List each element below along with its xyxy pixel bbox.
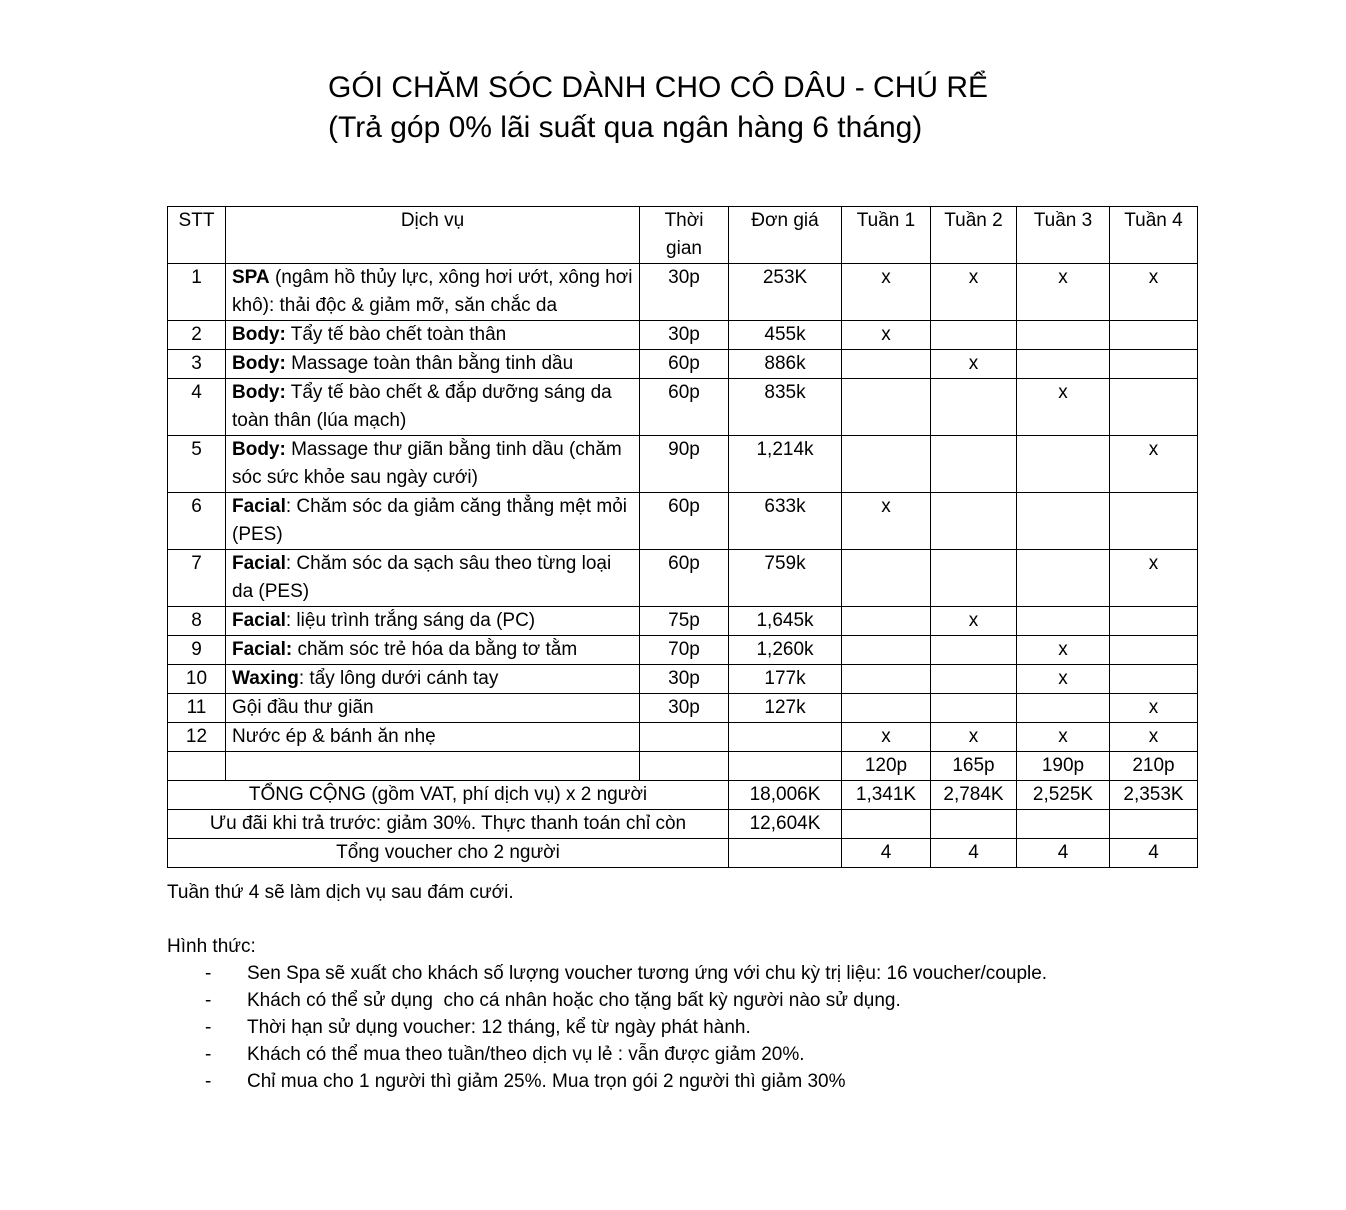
voucher-week-4: 4 bbox=[1110, 839, 1198, 868]
row-week-1-mark bbox=[842, 379, 931, 436]
form-heading: Hình thức: bbox=[167, 936, 256, 957]
rule-item bbox=[205, 1041, 1047, 1068]
service-description: Tẩy tế bào chết toàn thân bbox=[285, 324, 507, 345]
row-time: 30p bbox=[640, 694, 729, 723]
title-line-2: (Trả góp 0% lãi suất qua ngân hàng 6 tháng) bbox=[328, 111, 923, 144]
row-week-3-mark bbox=[1017, 550, 1110, 607]
row-stt: 7 bbox=[168, 550, 226, 607]
row-week-3-mark bbox=[1017, 493, 1110, 550]
service-description: chăm sóc trẻ hóa da bằng tơ tằm bbox=[292, 639, 578, 660]
voucher-week-1: 4 bbox=[842, 839, 931, 868]
row-stt: 10 bbox=[168, 665, 226, 694]
row-price: 1,260k bbox=[729, 636, 842, 665]
bullet-dash: - bbox=[205, 1017, 212, 1038]
row-service bbox=[226, 665, 640, 694]
row-week-2-mark bbox=[931, 636, 1017, 665]
row-week-1-mark: x bbox=[842, 321, 931, 350]
table-row bbox=[168, 436, 1198, 493]
row-week-4-mark bbox=[1110, 665, 1198, 694]
row-price: 177k bbox=[729, 665, 842, 694]
row-week-3-mark: x bbox=[1017, 264, 1110, 321]
row-stt: 3 bbox=[168, 350, 226, 379]
row-stt: 5 bbox=[168, 436, 226, 493]
table-row bbox=[168, 723, 1198, 752]
row-stt: 2 bbox=[168, 321, 226, 350]
row-price bbox=[729, 723, 842, 752]
row-week-1-mark: x bbox=[842, 493, 931, 550]
row-service bbox=[226, 379, 640, 436]
row-service bbox=[226, 723, 640, 752]
table-row bbox=[168, 636, 1198, 665]
row-service bbox=[226, 694, 640, 723]
row-time: 60p bbox=[640, 379, 729, 436]
service-category: Facial: bbox=[232, 639, 293, 660]
header-service: Dịch vụ bbox=[226, 207, 640, 264]
row-week-1-mark bbox=[842, 694, 931, 723]
rule-item bbox=[205, 1014, 1047, 1041]
row-stt: 11 bbox=[168, 694, 226, 723]
row-week-4-mark: x bbox=[1110, 264, 1198, 321]
row-week-4-mark bbox=[1110, 636, 1198, 665]
row-week-1-mark bbox=[842, 607, 931, 636]
row-stt: 9 bbox=[168, 636, 226, 665]
bullet-dash: - bbox=[205, 990, 212, 1011]
row-price: 835k bbox=[729, 379, 842, 436]
row-week-1-mark bbox=[842, 550, 931, 607]
service-category: SPA bbox=[232, 267, 270, 288]
row-week-2-mark bbox=[931, 436, 1017, 493]
table-header-row bbox=[168, 207, 1198, 264]
row-week-3-mark bbox=[1017, 694, 1110, 723]
row-week-1-mark: x bbox=[842, 723, 931, 752]
rule-text: Sen Spa sẽ xuất cho khách số lượng voucher tương ứng với chu kỳ trị liệu: 16 voucher/couple. bbox=[247, 963, 1048, 984]
total-week-1: 1,341K bbox=[842, 781, 931, 810]
row-week-1-mark bbox=[842, 350, 931, 379]
row-week-3-mark bbox=[1017, 607, 1110, 636]
row-week-3-mark bbox=[1017, 436, 1110, 493]
row-week-3-mark: x bbox=[1017, 379, 1110, 436]
service-category: Facial bbox=[232, 610, 286, 631]
header-stt: STT bbox=[168, 207, 226, 264]
row-time: 30p bbox=[640, 665, 729, 694]
row-price: 886k bbox=[729, 350, 842, 379]
row-week-1-mark: x bbox=[842, 264, 931, 321]
service-category: Facial bbox=[232, 553, 286, 574]
rule-item bbox=[205, 1068, 1047, 1095]
service-category: Waxing bbox=[232, 668, 299, 689]
row-week-4-mark: x bbox=[1110, 436, 1198, 493]
row-week-1-mark bbox=[842, 636, 931, 665]
service-description: : tẩy lông dưới cánh tay bbox=[298, 668, 499, 689]
row-week-4-mark bbox=[1110, 379, 1198, 436]
row-week-2-mark: x bbox=[931, 723, 1017, 752]
row-service bbox=[226, 321, 640, 350]
row-time: 75p bbox=[640, 607, 729, 636]
total-label: TỔNG CỘNG (gồm VAT, phí dịch vụ) x 2 người bbox=[168, 781, 729, 810]
row-price: 1,214k bbox=[729, 436, 842, 493]
row-price: 1,645k bbox=[729, 607, 842, 636]
service-description: Massage toàn thân bằng tinh dầu bbox=[285, 353, 574, 374]
row-week-4-mark: x bbox=[1110, 550, 1198, 607]
row-week-3-mark: x bbox=[1017, 723, 1110, 752]
duration-week-1: 120p bbox=[842, 752, 931, 781]
service-description: Gội đầu thư giãn bbox=[232, 697, 374, 718]
voucher-label: Tổng voucher cho 2 người bbox=[168, 839, 729, 868]
voucher-week-3: 4 bbox=[1017, 839, 1110, 868]
prepay-price: 12,604K bbox=[729, 810, 842, 839]
service-description: Nước ép & bánh ăn nhẹ bbox=[232, 726, 436, 747]
bullet-dash: - bbox=[205, 1044, 212, 1065]
row-week-4-mark bbox=[1110, 321, 1198, 350]
service-description: Tẩy tế bào chết & đắp dưỡng sáng da toàn thân (lúa mạch) bbox=[232, 382, 617, 431]
total-week-2: 2,784K bbox=[931, 781, 1017, 810]
table-row bbox=[168, 321, 1198, 350]
row-service bbox=[226, 350, 640, 379]
row-stt: 4 bbox=[168, 379, 226, 436]
row-stt: 6 bbox=[168, 493, 226, 550]
row-week-2-mark bbox=[931, 321, 1017, 350]
rule-text: Chỉ mua cho 1 người thì giảm 25%. Mua trọn gói 2 người thì giảm 30% bbox=[247, 1071, 846, 1092]
header-time: Thời gian bbox=[640, 207, 729, 264]
page-title bbox=[328, 68, 988, 148]
row-time: 60p bbox=[640, 550, 729, 607]
row-service bbox=[226, 607, 640, 636]
row-week-4-mark bbox=[1110, 493, 1198, 550]
table-row bbox=[168, 694, 1198, 723]
table-row bbox=[168, 350, 1198, 379]
service-category: Body: bbox=[232, 382, 286, 403]
row-week-3-mark bbox=[1017, 321, 1110, 350]
total-price: 18,006K bbox=[729, 781, 842, 810]
voucher-row bbox=[168, 839, 1198, 868]
header-week-2: Tuần 2 bbox=[931, 207, 1017, 264]
row-service bbox=[226, 264, 640, 321]
row-service bbox=[226, 436, 640, 493]
row-price: 633k bbox=[729, 493, 842, 550]
header-price: Đơn giá bbox=[729, 207, 842, 264]
row-week-2-mark: x bbox=[931, 607, 1017, 636]
row-week-1-mark bbox=[842, 665, 931, 694]
service-description: : liệu trình trắng sáng da (PC) bbox=[285, 610, 536, 631]
row-stt: 1 bbox=[168, 264, 226, 321]
row-week-3-mark bbox=[1017, 350, 1110, 379]
duration-week-4: 210p bbox=[1110, 752, 1198, 781]
row-stt: 12 bbox=[168, 723, 226, 752]
row-week-2-mark bbox=[931, 694, 1017, 723]
service-category: Body: bbox=[232, 324, 286, 345]
row-time: 30p bbox=[640, 264, 729, 321]
service-category: Body: bbox=[232, 353, 286, 374]
row-time: 90p bbox=[640, 436, 729, 493]
table-row bbox=[168, 607, 1198, 636]
row-week-2-mark bbox=[931, 550, 1017, 607]
row-week-1-mark bbox=[842, 436, 931, 493]
row-week-2-mark bbox=[931, 493, 1017, 550]
bullet-dash: - bbox=[205, 963, 212, 984]
row-service bbox=[226, 550, 640, 607]
table-row bbox=[168, 550, 1198, 607]
rule-text: Khách có thể mua theo tuần/theo dịch vụ lẻ : vẫn được giảm 20%. bbox=[247, 1044, 805, 1065]
total-row bbox=[168, 781, 1198, 810]
row-week-4-mark: x bbox=[1110, 723, 1198, 752]
prepay-label: Ưu đãi khi trả trước: giảm 30%. Thực thanh toán chỉ còn bbox=[168, 810, 729, 839]
row-price: 759k bbox=[729, 550, 842, 607]
table-row bbox=[168, 665, 1198, 694]
row-week-4-mark: x bbox=[1110, 694, 1198, 723]
title-line-1: GÓI CHĂM SÓC DÀNH CHO CÔ DÂU - CHÚ RỂ bbox=[328, 71, 989, 104]
service-description: Massage thư giãn bằng tinh dầu (chăm sóc sức khỏe sau ngày cưới) bbox=[232, 439, 628, 488]
rule-item bbox=[205, 960, 1047, 987]
prepay-row bbox=[168, 810, 1198, 839]
header-week-4: Tuần 4 bbox=[1110, 207, 1198, 264]
table-row bbox=[168, 493, 1198, 550]
row-time bbox=[640, 723, 729, 752]
row-price: 127k bbox=[729, 694, 842, 723]
voucher-week-2: 4 bbox=[931, 839, 1017, 868]
duration-week-3: 190p bbox=[1017, 752, 1110, 781]
table-row bbox=[168, 264, 1198, 321]
week-4-note: Tuần thứ 4 sẽ làm dịch vụ sau đám cưới. bbox=[167, 882, 514, 903]
row-service bbox=[226, 493, 640, 550]
rule-text: Khách có thể sử dụng cho cá nhân hoặc cho tặng bất kỳ người nào sử dụng. bbox=[247, 990, 901, 1011]
rules-list bbox=[205, 960, 1047, 1095]
row-week-4-mark bbox=[1110, 607, 1198, 636]
duration-row bbox=[168, 752, 1198, 781]
row-time: 30p bbox=[640, 321, 729, 350]
rule-item bbox=[205, 987, 1047, 1014]
total-week-4: 2,353K bbox=[1110, 781, 1198, 810]
row-time: 70p bbox=[640, 636, 729, 665]
row-time: 60p bbox=[640, 493, 729, 550]
service-description: (ngâm hồ thủy lực, xông hơi ướt, xông hơi khô): thải độc & giảm mỡ, săn chắc da bbox=[232, 267, 638, 316]
service-table bbox=[167, 206, 1198, 868]
row-price: 455k bbox=[729, 321, 842, 350]
row-week-3-mark: x bbox=[1017, 665, 1110, 694]
row-week-2-mark: x bbox=[931, 350, 1017, 379]
service-description: : Chăm sóc da giảm căng thẳng mệt mỏi (PES) bbox=[232, 496, 633, 545]
service-category: Facial bbox=[232, 496, 286, 517]
service-description: : Chăm sóc da sạch sâu theo từng loại da (PES) bbox=[232, 553, 617, 602]
row-price: 253K bbox=[729, 264, 842, 321]
header-week-1: Tuần 1 bbox=[842, 207, 931, 264]
rule-text: Thời hạn sử dụng voucher: 12 tháng, kể từ ngày phát hành. bbox=[247, 1017, 751, 1038]
row-week-3-mark: x bbox=[1017, 636, 1110, 665]
row-week-2-mark bbox=[931, 379, 1017, 436]
row-time: 60p bbox=[640, 350, 729, 379]
row-week-4-mark bbox=[1110, 350, 1198, 379]
header-week-3: Tuần 3 bbox=[1017, 207, 1110, 264]
row-service bbox=[226, 636, 640, 665]
total-week-3: 2,525K bbox=[1017, 781, 1110, 810]
row-stt: 8 bbox=[168, 607, 226, 636]
row-week-2-mark bbox=[931, 665, 1017, 694]
table-row bbox=[168, 379, 1198, 436]
row-week-2-mark: x bbox=[931, 264, 1017, 321]
duration-week-2: 165p bbox=[931, 752, 1017, 781]
bullet-dash: - bbox=[205, 1071, 212, 1092]
service-category: Body: bbox=[232, 439, 286, 460]
